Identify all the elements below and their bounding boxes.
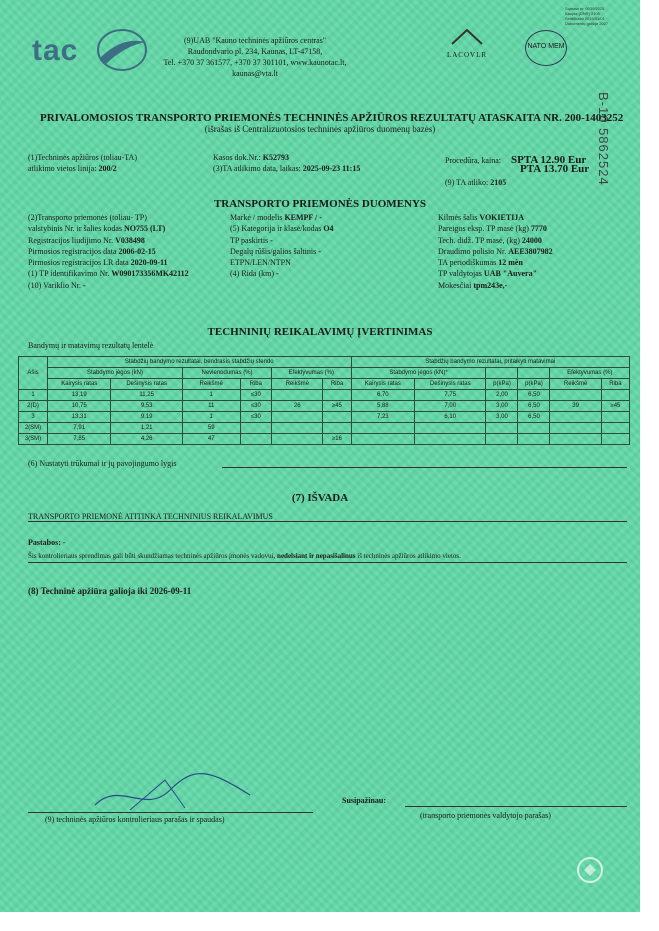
group-right-header: Stabdžių bandymo rezultatai, pritaikyti matavimai bbox=[351, 357, 629, 368]
company-contacts: Tel. +370 37 361577, +370 37 301101, www.kaunotac.lt, bbox=[163, 58, 347, 67]
corner-print bbox=[565, 6, 608, 26]
insurance-policy-value: AEE3807982 bbox=[508, 246, 553, 256]
measurement-rows bbox=[19, 390, 630, 445]
field-label: (4) Rida (km) bbox=[230, 269, 274, 279]
signature-line-right bbox=[405, 806, 627, 807]
field-label: Registracijos liudijimo Nr. bbox=[28, 235, 114, 245]
mileage-value: - bbox=[276, 269, 279, 279]
axle-cell: 2(SM) bbox=[19, 423, 48, 434]
nato-seal bbox=[525, 30, 567, 66]
field-label: (5) Kategorija ir klasė/kodas bbox=[230, 224, 322, 234]
field-label: Mokesčiai bbox=[438, 280, 472, 290]
table-cell bbox=[601, 390, 629, 401]
defects-label: (6) Nustatyti trūkumai ir jų pavojingumo lygis bbox=[28, 459, 177, 468]
colheader-cell: Reikšmė bbox=[550, 379, 601, 390]
logo-text: tac bbox=[32, 34, 79, 67]
corner-line: Kaupia (DNR) 2105 bbox=[565, 11, 600, 16]
table-cell bbox=[351, 423, 414, 434]
vehicle-field bbox=[230, 268, 334, 279]
table-cell: 9,53 bbox=[111, 401, 182, 412]
company-email: kaunas@vta.lt bbox=[232, 69, 278, 78]
vehicle-field bbox=[28, 212, 189, 223]
table-cell bbox=[550, 434, 601, 445]
table-cell: 4,26 bbox=[111, 434, 182, 445]
table-cell: 1 bbox=[182, 412, 240, 423]
vehicle-field bbox=[438, 212, 553, 223]
colheader-cell: Riba bbox=[240, 379, 272, 390]
vehicle-col1 bbox=[28, 212, 189, 291]
procedure-label: Procedūra, kaina: bbox=[445, 156, 501, 165]
table-cell: 10,75 bbox=[48, 401, 111, 412]
table-cell bbox=[240, 423, 272, 434]
conclusion-title: (7) IŠVADA bbox=[291, 492, 349, 504]
table-cell: 6,10 bbox=[415, 412, 486, 423]
axle-header: Ašis bbox=[19, 357, 48, 390]
colheader-cell: Dešinysis ratas bbox=[111, 379, 182, 390]
inspector-signature-icon bbox=[90, 760, 260, 820]
table-cell bbox=[486, 434, 518, 445]
category-value: O4 bbox=[323, 224, 334, 234]
vehicle-field bbox=[438, 280, 553, 291]
table-cell bbox=[272, 423, 323, 434]
table-cell bbox=[601, 423, 629, 434]
table-cell bbox=[486, 423, 518, 434]
field-label: TP valdytojas bbox=[438, 269, 482, 279]
colheader-cell: Kairysis ratas bbox=[351, 379, 414, 390]
owner-value: UAB "Auvera" bbox=[483, 269, 538, 279]
vehicle-field bbox=[28, 280, 189, 291]
notes bbox=[28, 538, 66, 547]
lacovlr-logo bbox=[432, 26, 502, 71]
appeal-line bbox=[28, 562, 627, 563]
axle-cell: 3(SM) bbox=[19, 434, 48, 445]
purpose-value: - bbox=[270, 235, 273, 245]
receipt-doc-label: Kasos dok.Nr.: bbox=[213, 153, 261, 162]
vehicle-field bbox=[438, 235, 553, 246]
table-cell: 2,00 bbox=[486, 390, 518, 401]
table-cell: 7,85 bbox=[48, 434, 111, 445]
watermark-logo-icon bbox=[575, 855, 605, 885]
owner-signature-caption: (transporto priemonės valdytojo parašas) bbox=[420, 811, 551, 820]
field-label: (1) TP identifikavimo Nr. bbox=[28, 269, 110, 279]
table-cell: 7,75 bbox=[415, 390, 486, 401]
vehicle-field bbox=[230, 223, 334, 234]
ta-date-value: 2025-09-23 11:15 bbox=[302, 164, 361, 173]
subheader-cell: Efektyvumas (%) bbox=[272, 368, 351, 379]
station-line2-value: 200/2 bbox=[98, 164, 117, 173]
vehicle-field bbox=[230, 212, 334, 223]
appeal-text-bold: nedelsiant ir nepasišalinus bbox=[277, 552, 356, 560]
conclusion-text: TRANSPORTO PRIEMONĖ ATITINKA TECHNINIUS REIKALAVIMUS bbox=[28, 512, 273, 521]
colheader-cell: p(kPa) bbox=[518, 379, 550, 390]
vehicle-field bbox=[28, 223, 189, 234]
table-cell bbox=[550, 423, 601, 434]
table-cell bbox=[351, 434, 414, 445]
table-row bbox=[19, 434, 630, 445]
validity-value: 2026-09-11 bbox=[149, 586, 192, 596]
fees-value: tpm243e,- bbox=[473, 280, 508, 290]
corner-line: Sertifikatai 2015/01/01 bbox=[565, 16, 605, 21]
vin-value: W090173356MK42112 bbox=[111, 269, 189, 279]
table-cell: ≤30 bbox=[240, 412, 272, 423]
acknowledge-label: Susipažinau: bbox=[342, 796, 387, 805]
side-serial-code: B-10 5862524 bbox=[596, 92, 611, 186]
table-cell: 6,50 bbox=[518, 412, 550, 423]
table-row bbox=[19, 390, 630, 401]
signature-line-left bbox=[28, 812, 313, 813]
axle-cell: 3 bbox=[19, 412, 48, 423]
colheader-cell: Riba bbox=[601, 379, 629, 390]
accreditation-icon bbox=[432, 26, 502, 46]
first-lr-registration-value: 2020-09-11 bbox=[130, 258, 168, 268]
subheader-cell bbox=[486, 368, 518, 379]
table-cell: 3,00 bbox=[486, 412, 518, 423]
table-cell: 6,50 bbox=[518, 401, 550, 412]
measurement-table bbox=[18, 356, 630, 445]
company-info bbox=[150, 35, 360, 79]
registration-cert-value: V038498 bbox=[115, 235, 145, 245]
field-label: (10) Variklio Nr. bbox=[28, 280, 81, 290]
defects-line bbox=[222, 467, 627, 468]
appeal-text bbox=[28, 552, 461, 560]
colheader-cell: Riba bbox=[323, 379, 351, 390]
table-cell bbox=[550, 412, 601, 423]
field-label: Markė / modelis bbox=[230, 213, 283, 222]
table-cell bbox=[415, 434, 486, 445]
table-cell bbox=[323, 423, 351, 434]
vehicle-field bbox=[438, 246, 553, 257]
field-label: Tech. didž. TP masė, (kg) bbox=[438, 235, 520, 245]
colheader-cell: Reikšmė bbox=[272, 379, 323, 390]
field-label: Pirmosios registracijos LR data bbox=[28, 258, 129, 268]
table-cell: 13,19 bbox=[48, 390, 111, 401]
lacovlr-text: LACOVLR bbox=[446, 51, 488, 59]
table-cell: 39 bbox=[550, 401, 601, 412]
table-cell: ≥45 bbox=[323, 401, 351, 412]
corner-line: Sąmata nr. 0039/2025 bbox=[565, 6, 605, 11]
vehicle-field bbox=[28, 268, 189, 279]
group-left-header: Stabdžių bandymo rezultatai, bendrasis stabdžių stendo bbox=[48, 357, 352, 368]
table-cell: ≤30 bbox=[240, 390, 272, 401]
table-cell: 6,70 bbox=[351, 390, 414, 401]
table-group-header-row bbox=[19, 357, 630, 368]
notes-label: Pastabos: bbox=[28, 538, 61, 547]
table-cell bbox=[518, 423, 550, 434]
engine-number-value: - bbox=[82, 280, 86, 290]
table-colheader-row bbox=[19, 379, 630, 390]
appeal-text-part2: iš techninės apžiūros atlikimo vietos. bbox=[357, 552, 461, 560]
subheader-cell bbox=[518, 368, 550, 379]
table-cell: 5,88 bbox=[351, 401, 414, 412]
table-cell: 1 bbox=[182, 390, 240, 401]
receipt-doc-value: K52793 bbox=[262, 153, 290, 162]
origin-country-value: VOKIETIJA bbox=[479, 213, 525, 222]
table-subheader-row bbox=[19, 368, 630, 379]
subheader-cell: Nevienodumas (%) bbox=[182, 368, 271, 379]
validity-label: (8) Techninė apžiūra galioja iki bbox=[28, 586, 148, 596]
field-label: Kilmės šalis bbox=[438, 213, 478, 222]
field-label: Degalų rūšis/galios šaltinis bbox=[230, 246, 317, 256]
receipt-info bbox=[213, 152, 360, 174]
field-label: (2)Transporto priemonės (toliau- TP) bbox=[28, 213, 147, 222]
company-address: Raudondvario pl. 234, Kaunas, LT-47158, bbox=[187, 47, 323, 56]
performer-value: 2105 bbox=[490, 178, 507, 187]
report-title: PRIVALOMOSIOS TRANSPORTO PRIEMONĖS TECHNINĖS APŽIŪROS REZULTATŲ ATASKAITA NR. 200-1403252 bbox=[40, 112, 624, 124]
table-cell bbox=[240, 434, 272, 445]
table-row bbox=[19, 423, 630, 434]
vehicle-field bbox=[28, 257, 189, 268]
table-cell bbox=[272, 412, 323, 423]
field-label: ETPN/LEN/NTPN bbox=[230, 258, 291, 268]
table-cell: ≥45 bbox=[601, 401, 629, 412]
company-name: (9)UAB "Kauno techninės apžiūros centras" bbox=[183, 36, 327, 45]
max-mass-value: 24000 bbox=[521, 235, 542, 245]
make-model-value: KEMPF / - bbox=[284, 213, 322, 222]
performer-label: (9) TA atliko: bbox=[445, 178, 489, 187]
table-cell: 3,00 bbox=[486, 401, 518, 412]
ta-date-label: (3)TA atlikimo data, laikas: bbox=[213, 164, 301, 173]
field-label: TA periodiškumas bbox=[438, 258, 497, 268]
table-cell bbox=[601, 434, 629, 445]
first-registration-value: 2006-02-15 bbox=[118, 246, 156, 256]
subheader-cell: Efektyvumas (%) bbox=[550, 368, 630, 379]
vehicle-field bbox=[438, 268, 553, 279]
colheader-cell: Reikšmė bbox=[182, 379, 240, 390]
appeal-text-part1: Šis kontrolieriaus sprendimas gali būti skundžiamas techninės apžiūros įmonės vadovui, bbox=[28, 552, 276, 560]
vehicle-field bbox=[230, 246, 334, 257]
field-label: Pirmosios registracijos data bbox=[28, 246, 117, 256]
table-cell: 7,00 bbox=[415, 401, 486, 412]
vehicle-field bbox=[28, 235, 189, 246]
table-cell: ≥16 bbox=[323, 434, 351, 445]
plate-number-value: NO755 (LT) bbox=[124, 224, 166, 234]
inspector-signature-caption: (9) techninės apžiūros kontrolieriaus parašas ir spaudas) bbox=[45, 815, 225, 824]
vehicle-field bbox=[230, 257, 334, 268]
table-cell: 1,21 bbox=[111, 423, 182, 434]
report-subtitle: (išrašas iš Centralizuotosios techninės apžiūros duomenų bazės) bbox=[204, 124, 436, 134]
vehicle-col3 bbox=[438, 212, 553, 291]
nato-text: NATO MEM bbox=[527, 43, 565, 50]
table-cell bbox=[323, 390, 351, 401]
procedure-price-spta: SPTA 12.90 Eur bbox=[510, 154, 587, 166]
field-label: valstybinis Nr. ir šalies kodas bbox=[28, 224, 122, 234]
vehicle-col2 bbox=[230, 212, 334, 280]
ta-periodicity-value: 12 mėn bbox=[498, 258, 523, 268]
table-cell: 13,31 bbox=[48, 412, 111, 423]
field-label: Pareigos eksp. TP masė (kg) bbox=[438, 224, 529, 234]
company-logo bbox=[32, 34, 78, 68]
table-cell bbox=[518, 434, 550, 445]
notes-value: - bbox=[62, 538, 66, 547]
table-cell: 26 bbox=[272, 401, 323, 412]
assessment-title: TECHNINIŲ REIKALAVIMŲ ĮVERTINIMAS bbox=[207, 326, 433, 338]
table-row bbox=[19, 401, 630, 412]
table-cell bbox=[601, 412, 629, 423]
vehicle-field bbox=[438, 257, 553, 268]
table-cell: 59 bbox=[182, 423, 240, 434]
field-label: TP paskirtis bbox=[230, 235, 269, 245]
vehicle-section-title: TRANSPORTO PRIEMONĖS DUOMENYS bbox=[213, 198, 427, 210]
table-cell bbox=[550, 390, 601, 401]
performer-info bbox=[445, 178, 506, 187]
vehicle-field bbox=[28, 246, 189, 257]
table-cell: 9,19 bbox=[111, 412, 182, 423]
procedure-price-pta: PTA 13.70 Eur bbox=[520, 163, 590, 175]
colheader-cell: Kairysis ratas bbox=[48, 379, 111, 390]
subheader-cell: Stabdymo jėgos (kN) bbox=[48, 368, 183, 379]
table-cell bbox=[415, 423, 486, 434]
table-cell bbox=[323, 412, 351, 423]
table-cell: 6,50 bbox=[518, 390, 550, 401]
station-info bbox=[28, 152, 137, 174]
table-cell bbox=[272, 390, 323, 401]
station-line1: (1)Techninės apžiūros (toliau-TA) bbox=[28, 153, 137, 162]
vehicle-field bbox=[438, 223, 553, 234]
table-cell bbox=[272, 434, 323, 445]
vehicle-field bbox=[230, 235, 334, 246]
table-cell: ≤30 bbox=[240, 401, 272, 412]
axle-cell: 2(D) bbox=[19, 401, 48, 412]
table-cell: 7,23 bbox=[351, 412, 414, 423]
fuel-value: - bbox=[318, 246, 321, 256]
measurement-table-label: Bandymų ir matavimų rezultatų lentelė bbox=[28, 341, 154, 350]
unladen-mass-value: 7770 bbox=[530, 224, 547, 234]
wing-logo-icon bbox=[96, 28, 148, 72]
conclusion-line bbox=[28, 521, 627, 522]
field-label: Draudimo polisio Nr. bbox=[438, 246, 507, 256]
station-line2-label: atlikimo vietos linija: bbox=[28, 164, 97, 173]
colheader-cell: Dešinysis ratas bbox=[415, 379, 486, 390]
colheader-cell: p(kPa) bbox=[486, 379, 518, 390]
axle-cell: 1 bbox=[19, 390, 48, 401]
table-cell: 11,25 bbox=[111, 390, 182, 401]
table-row bbox=[19, 412, 630, 423]
validity bbox=[28, 586, 191, 596]
subheader-cell: Stabdymo jėgos (kN)* bbox=[351, 368, 486, 379]
table-cell: 11 bbox=[182, 401, 240, 412]
table-cell: 47 bbox=[182, 434, 240, 445]
table-cell: 7,91 bbox=[48, 423, 111, 434]
corner-line: Dokumentų galioja 2027 bbox=[565, 21, 609, 26]
